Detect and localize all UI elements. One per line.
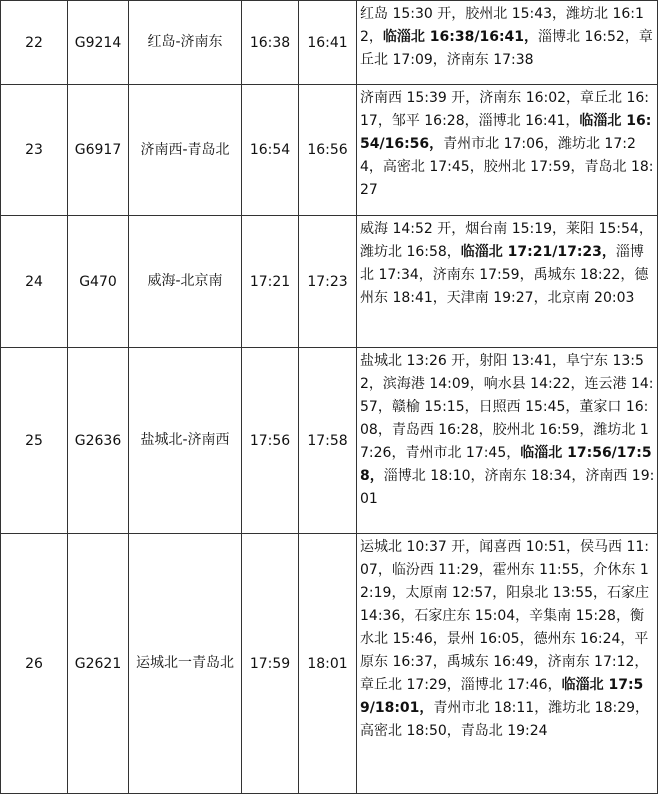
stop-entry: 北京南 20:03 <box>547 290 635 306</box>
table-row <box>1 1 658 85</box>
stop-entry: 淄博北 16:52， <box>538 29 639 45</box>
arrival-time: 16:38 <box>242 1 299 85</box>
row-number: 24 <box>1 216 68 348</box>
stop-entry: 景州 16:05， <box>446 631 534 647</box>
train-number: G2621 <box>68 534 129 794</box>
stop-entry: 天津南 19:27， <box>446 290 548 306</box>
stop-entry: 滨海港 14:09， <box>382 376 484 392</box>
stop-entry: 章丘北 17:09， <box>360 29 653 68</box>
route: 威海-北京南 <box>129 216 242 348</box>
stop-entry: 董家口 16:08， <box>360 399 649 438</box>
route: 红岛-济南东 <box>129 1 242 85</box>
stop-entry: 阜宁东 13:52， <box>360 353 644 392</box>
stops-list <box>357 534 658 794</box>
departure-time: 16:56 <box>299 85 357 216</box>
departure-time: 17:23 <box>299 216 357 348</box>
stop-entry: 阳泉北 13:55， <box>506 585 608 601</box>
train-number: G2636 <box>68 348 129 534</box>
stop-entry: 胶州北 15:43， <box>465 6 567 22</box>
row-number: 22 <box>1 1 68 85</box>
stop-entry: 衡水北 15:46， <box>360 608 644 647</box>
highlighted-stop: 临淄北 16:54/16:56， <box>360 113 652 152</box>
table-body <box>1 1 658 794</box>
stop-entry: 济南东 16:02， <box>479 90 581 106</box>
arrival-time: 17:21 <box>242 216 299 348</box>
stop-entry: 淄博北 16:41， <box>478 113 580 129</box>
stop-entry: 德州东 18:41， <box>360 267 649 306</box>
route: 济南西-青岛北 <box>129 85 242 216</box>
arrival-time: 17:59 <box>242 534 299 794</box>
stop-entry: 淄博北 17:34， <box>360 244 644 283</box>
stop-entry: 潍坊北 17:26， <box>360 422 649 461</box>
stop-entry: 赣榆 15:15， <box>391 399 479 415</box>
arrival-time: 16:54 <box>242 85 299 216</box>
stop-entry: 平原东 16:37， <box>360 631 649 670</box>
stop-entry: 日照西 15:45， <box>478 399 580 415</box>
stop-entry: 运城北 10:37 开， <box>360 539 480 555</box>
stops-list <box>357 85 658 216</box>
departure-time: 16:41 <box>299 1 357 85</box>
table-row <box>1 348 658 534</box>
stop-entry: 石家庄东 15:04， <box>414 608 530 624</box>
train-number: G6917 <box>68 85 129 216</box>
stop-entry: 介休东 12:19， <box>360 562 649 601</box>
stops-list <box>357 1 658 85</box>
highlighted-stop: 临淄北 17:59/18:01， <box>360 677 644 716</box>
route: 盐城北-济南西 <box>129 348 242 534</box>
stop-entry: 潍坊北 18:29， <box>548 700 650 716</box>
stop-entry: 青岛北 19:24 <box>460 723 548 739</box>
stop-entry: 济南东 17:12， <box>547 654 649 670</box>
table-row <box>1 216 658 348</box>
table-row <box>1 534 658 794</box>
stop-entry: 石家庄 14:36， <box>360 585 650 624</box>
stop-entry: 威海 14:52 开， <box>360 221 466 237</box>
stop-entry: 胶州北 17:59， <box>483 159 585 175</box>
stop-entry: 响水县 14:22， <box>483 376 585 392</box>
stop-entry: 临汾西 11:29， <box>391 562 493 578</box>
stop-entry: 闻喜西 10:51， <box>479 539 581 555</box>
stop-entry: 德州东 16:24， <box>533 631 635 647</box>
stop-entry: 连云港 14:57， <box>360 376 654 415</box>
stop-entry: 禹城东 18:22， <box>533 267 635 283</box>
table-row <box>1 85 658 216</box>
stop-entry: 霍州东 11:55， <box>492 562 594 578</box>
stops-list <box>357 348 658 534</box>
stop-entry: 射阳 13:41， <box>479 353 567 369</box>
stop-entry: 青岛北 18:27 <box>360 159 654 198</box>
stop-entry: 淄博北 18:10， <box>383 468 485 484</box>
row-number: 23 <box>1 85 68 216</box>
train-number: G9214 <box>68 1 129 85</box>
row-number: 25 <box>1 348 68 534</box>
stop-entry: 章丘北 17:29， <box>360 677 461 693</box>
stop-entry: 侯马西 11:07， <box>360 539 650 578</box>
stop-entry: 济南西 19:01 <box>360 468 655 507</box>
stop-entry: 高密北 18:50， <box>360 723 461 739</box>
stop-entry: 章丘北 16:17， <box>360 90 650 129</box>
stop-entry: 胶州北 16:59， <box>492 422 594 438</box>
stop-entry: 青州市北 18:11， <box>433 700 549 716</box>
stop-entry: 太原南 12:57， <box>405 585 507 601</box>
stop-entry: 盐城北 13:26 开， <box>360 353 480 369</box>
departure-time: 18:01 <box>299 534 357 794</box>
stop-entry: 潍坊北 16:12， <box>360 6 644 45</box>
stop-entry: 济南东 18:34， <box>484 468 586 484</box>
stop-entry: 红岛 15:30 开， <box>360 6 466 22</box>
stop-entry: 青州市北 17:06， <box>443 136 558 152</box>
train-number: G470 <box>68 216 129 348</box>
departure-time: 17:58 <box>299 348 357 534</box>
stop-entry: 莱阳 15:54， <box>566 221 653 237</box>
highlighted-stop: 临淄北 16:38/16:41， <box>382 29 539 45</box>
stop-entry: 邹平 16:28， <box>391 113 479 129</box>
stop-entry: 淄博北 17:46， <box>460 677 562 693</box>
stop-entry: 济南西 15:39 开， <box>360 90 480 106</box>
row-number: 26 <box>1 534 68 794</box>
highlighted-stop: 临淄北 17:21/17:23， <box>460 244 616 260</box>
stop-entry: 青州市北 17:45， <box>405 445 521 461</box>
stop-entry: 辛集南 15:28， <box>529 608 630 624</box>
stop-entry: 烟台南 15:19， <box>465 221 567 237</box>
highlighted-stop: 临淄北 17:56/17:58， <box>360 445 652 484</box>
stops-list <box>357 216 658 348</box>
stop-entry: 济南东 17:38 <box>446 52 534 68</box>
route: 运城北一青岛北 <box>129 534 242 794</box>
stop-entry: 潍坊北 17:24， <box>360 136 636 175</box>
stop-entry: 济南东 17:59， <box>432 267 534 283</box>
stop-entry: 高密北 17:45， <box>382 159 484 175</box>
arrival-time: 17:56 <box>242 348 299 534</box>
stop-entry: 禹城东 16:49， <box>446 654 548 670</box>
stop-entry: 潍坊北 16:58， <box>360 244 461 260</box>
stop-entry: 青岛西 16:28， <box>391 422 493 438</box>
